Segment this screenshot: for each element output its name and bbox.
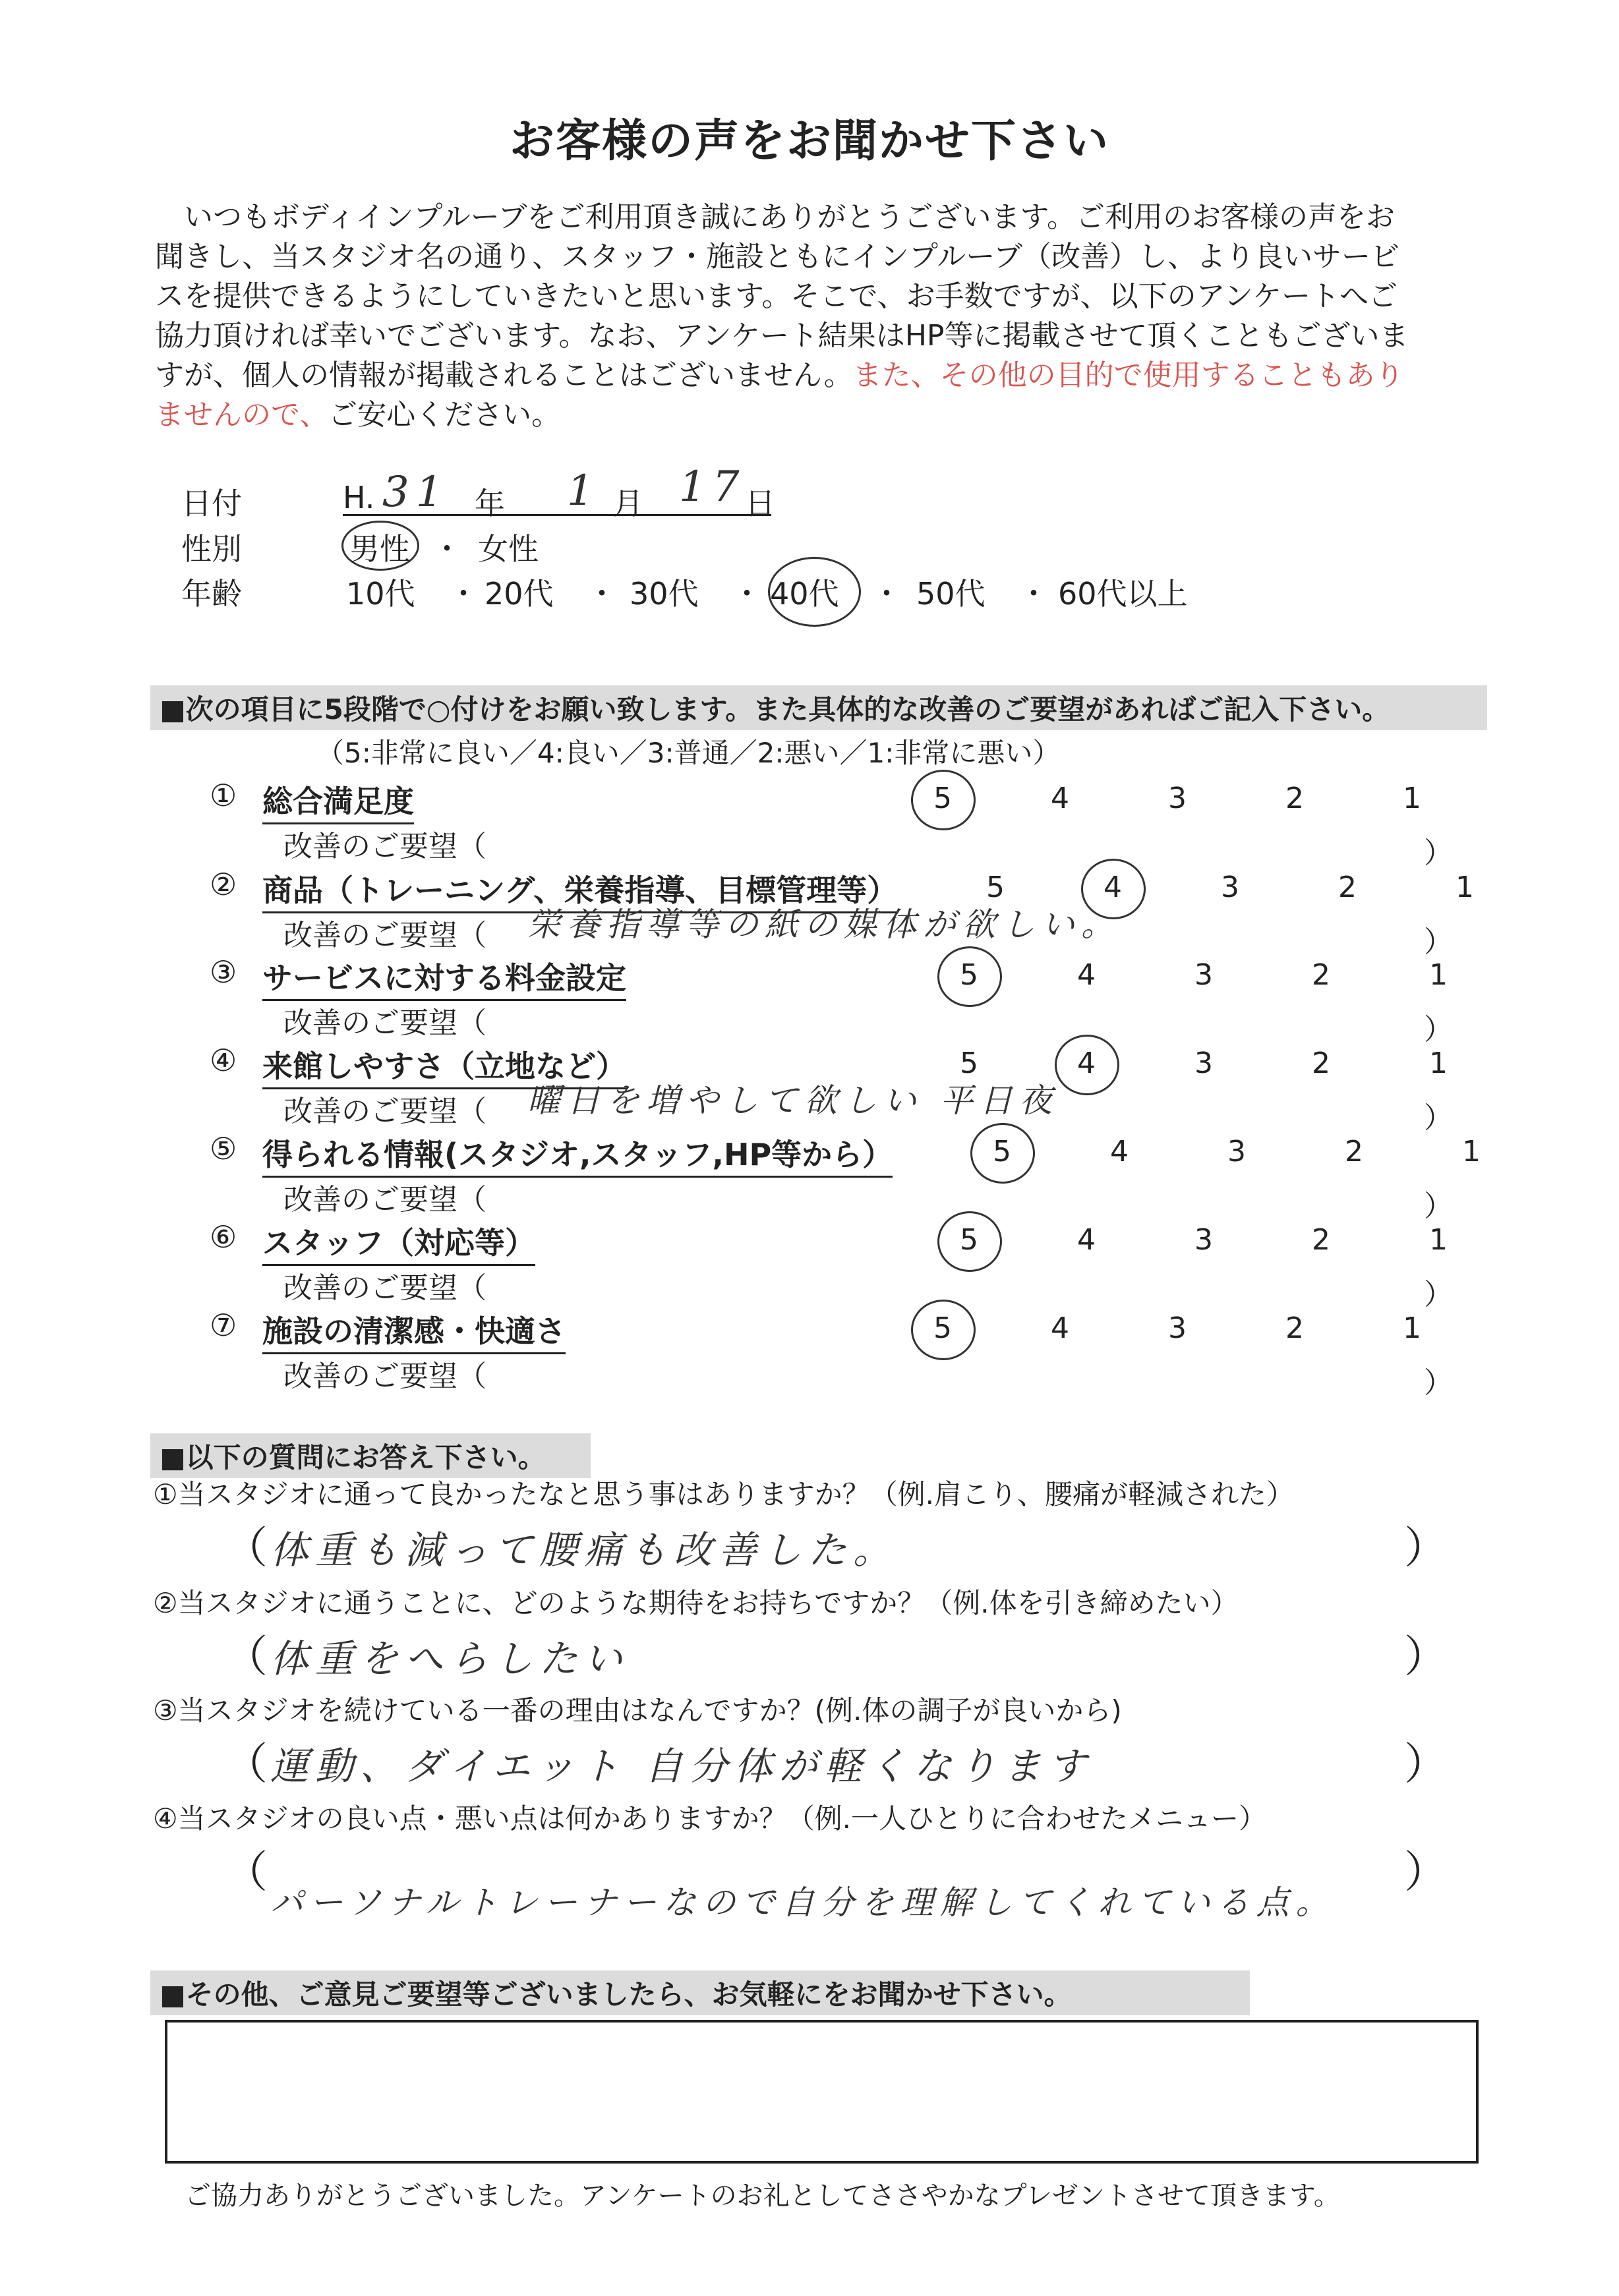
rating-item-title: 得られる情報(スタジオ,スタッフ,HP等から）	[262, 1131, 893, 1178]
selected-rating-circle	[937, 1211, 1002, 1272]
close-paren: ）	[1424, 836, 1453, 870]
rating-option-4[interactable]: 4	[1077, 958, 1096, 992]
rating-option-3[interactable]: 3	[1221, 871, 1239, 904]
selected-rating-circle	[1055, 1035, 1119, 1095]
rating-option-3[interactable]: 3	[1168, 782, 1187, 815]
rating-option-2[interactable]: 2	[1312, 958, 1330, 992]
page-title: お客様の声をお聞かせ下さい	[509, 115, 1109, 167]
age-option-40[interactable]: 40代	[770, 576, 839, 612]
rating-item-number: ⑤	[210, 1131, 237, 1166]
rating-item-title: 来館しやすさ（立地など）	[262, 1043, 626, 1089]
close-paren: ）	[1424, 1190, 1453, 1223]
footer-thanks: ご協力ありがとうございました。アンケートのお礼としてささやかなプレゼントさせて頂きます。	[185, 2181, 1340, 2211]
rating-item-title: 商品（トレーニング、栄養指導、目標管理等）	[262, 867, 897, 913]
rating-item-number: ④	[210, 1043, 237, 1078]
answer-text[interactable]: 体重も減って腰痛も改善した。	[270, 1528, 898, 1572]
improvement-request-label: 改善のご要望（	[283, 1006, 486, 1040]
close-paren: ）	[1424, 1101, 1453, 1135]
rating-option-1[interactable]: 1	[1429, 1047, 1448, 1080]
selected-rating-circle	[937, 946, 1002, 1007]
improvement-request-text[interactable]: 栄養指導等の紙の媒体が欲しい。	[527, 905, 1121, 944]
date-label: 日付	[181, 486, 242, 521]
rating-option-1[interactable]: 1	[1462, 1135, 1481, 1168]
rating-option-1[interactable]: 1	[1456, 871, 1474, 904]
rating-item-title: スタッフ（対応等）	[262, 1219, 535, 1266]
open-paren: （	[224, 1631, 268, 1682]
rating-option-1[interactable]: 1	[1429, 1223, 1448, 1257]
section-comments-header: ■その他、ご意見ご要望等ございましたら、お気軽にをお聞かせ下さい。	[150, 1970, 1250, 2015]
age-label: 年齢	[181, 576, 242, 612]
answer-text[interactable]: 運動、ダイエット 自分体が軽くなります	[270, 1744, 1093, 1789]
rating-option-5[interactable]: 5	[933, 782, 952, 815]
date-year-value: 31	[382, 468, 450, 517]
selected-rating-circle	[911, 770, 976, 830]
age-option-30[interactable]: 30代	[630, 576, 699, 612]
improvement-request-text[interactable]: 曜日を増やして欲しい 平日夜	[527, 1081, 1059, 1120]
open-paren: （	[224, 1847, 268, 1897]
improvement-request-label: 改善のご要望（	[283, 1360, 486, 1393]
rating-option-2[interactable]: 2	[1285, 1311, 1304, 1345]
rating-option-5[interactable]: 5	[993, 1135, 1011, 1168]
intro-line-4: 協力頂ければ幸いでございます。なお、アンケート結果はHP等に掲載させて頂くこともございま	[155, 319, 1409, 353]
rating-option-3[interactable]: 3	[1168, 1311, 1187, 1345]
gender-option-male[interactable]: 男性	[349, 531, 410, 567]
close-paren: ）	[1424, 1278, 1453, 1311]
age-option-50[interactable]: 50代	[916, 576, 986, 612]
question-text: ③当スタジオを続けている一番の理由はなんですか？(例.体の調子が良いから)	[153, 1694, 1122, 1727]
rating-item-title: 総合満足度	[262, 778, 414, 824]
rating-option-5[interactable]: 5	[933, 1311, 952, 1345]
rating-option-5[interactable]: 5	[960, 1047, 978, 1080]
intro-line-5: すが、個人の情報が掲載されることはございません。また、その他の目的で使用することもあり	[155, 359, 1404, 392]
rating-option-1[interactable]: 1	[1429, 958, 1448, 992]
close-paren: ）	[1404, 1738, 1448, 1789]
section-questions-header: ■以下の質問にお答え下さい。	[150, 1433, 591, 1478]
selected-rating-circle	[970, 1123, 1035, 1184]
improvement-request-label: 改善のご要望（	[283, 1183, 486, 1217]
question-text: ④当スタジオの良い点・悪い点は何かありますか？（例.一人ひとりに合わせたメニュー）	[153, 1802, 1267, 1835]
rating-option-2[interactable]: 2	[1312, 1047, 1330, 1080]
rating-option-4[interactable]: 4	[1104, 871, 1122, 904]
rating-option-3[interactable]: 3	[1194, 1047, 1213, 1080]
rating-option-3[interactable]: 3	[1227, 1135, 1246, 1168]
improvement-request-label: 改善のご要望（	[283, 830, 486, 863]
rating-option-1[interactable]: 1	[1403, 1311, 1421, 1345]
rating-option-2[interactable]: 2	[1338, 871, 1357, 904]
survey-page: お客様の声をお聞かせ下さい いつもボディインプルーブをご利用頂き誠にありがとうございます。ご利用のお客様の声をお 聞きし、当スタジオ名の通り、スタッフ・施設ともにインプルーブ（改善）し、より良いサービ スを提供できるようにしていきたいと思います。そこで、お手数ですが、以下のアンケートへご 協力頂ければ幸いでございます。なお、アンケート結果はHP等に掲載させて頂くこともございま すが、個人の情報が掲載されることはございません。また、その他の目的で使用することもあり ませんので、ご安心ください。 日付 H. 31 年 1 月 17 日 性別 男性 ・ 女性 年齢 10代 ・ 20代 ・ 30代 ・ 40代 ・ 50代 ・ 60代以上 ■次の項目に5段階で○付けをお願い致します。また具体的な改善のご要望があればご記入下さい。 （5:非常に良い／4:良い／3:普通／2:悪い／1:非常に悪い） ① 総合満足度 5 4 3 2 1 改善のご要望（ ） ② 商品（トレーニング、栄養指導、目標管理等） 5 4 3 2 1 改善のご要望（ 栄養指導等の紙の媒体が欲しい。 ） ③ サービスに対する料金設定 5 4 3 2 1 改善のご要望（ ） ④ 来館しやすさ（立地など） 5 4 3 2 1 改善のご要望（ 曜日を増やして欲しい 平日夜 ） ⑤ 得られる情報(スタジオ,スタッフ,HP等から） 5 4 3 2 1 改善のご要望（ ） ⑥ スタッフ（対応等） 5 4 3 2 1 改善のご要望（ ） ⑦ 施設の清潔感・快適さ 5 4 3 2 1 改善のご要望（ ） ■以下の質問にお答え下さい。 ①当スタジオに通って良かったなと思う事はありますか？（例.肩こり、腰痛が軽減された） （ 体重も減って腰痛も改善した。 ） ②当スタジオに通うことに、どのような期待をお持ちですか？（例.体を引き締めたい） （ 体重をへらしたい ） ③当スタジオを続けている一番の理由はなんですか？(例.体の調子が良いから) （ 運動、ダイエット 自分体が軽くなります ） ④当スタジオの良い点・悪い点は何かありますか？（例.一人ひとりに合わせたメニュー） （ パーソナルトレーナーなので自分を理解してくれている点。 ） ■その他、ご意見ご要望等ございましたら、お気軽にをお聞かせ下さい。 ご協力ありがとうございました。アンケートのお礼としてささやかなプレゼントさせて頂きます。	[0, 0, 1619, 2296]
close-paren: ）	[1404, 1631, 1448, 1682]
rating-item-title: 施設の清潔感・快適さ	[262, 1307, 566, 1354]
gender-option-female[interactable]: 女性	[478, 531, 539, 567]
rating-item-number: ③	[210, 954, 237, 990]
rating-item-number: ⑥	[210, 1219, 237, 1255]
comment-box[interactable]	[165, 2020, 1479, 2164]
rating-option-5[interactable]: 5	[986, 871, 1005, 904]
question-text: ①当スタジオに通って良かったなと思う事はありますか？（例.肩こり、腰痛が軽減された）	[153, 1478, 1295, 1510]
intro-text	[155, 198, 1493, 435]
selected-rating-circle	[911, 1300, 976, 1360]
answer-text[interactable]: 体重をへらしたい	[270, 1636, 630, 1681]
rating-option-2[interactable]: 2	[1345, 1135, 1363, 1168]
rating-option-2[interactable]: 2	[1285, 782, 1304, 815]
age-option-10[interactable]: 10代	[346, 576, 415, 612]
rating-option-3[interactable]: 3	[1194, 958, 1213, 992]
intro-line-3: スを提供できるようにしていきたいと思います。そこで、お手数ですが、以下のアンケートへご	[155, 279, 1398, 313]
intro-line-1: いつもボディインプルーブをご利用頂き誠にありがとうございます。ご利用のお客様の声をお	[184, 200, 1395, 234]
rating-option-5[interactable]: 5	[960, 1223, 978, 1257]
rating-item-title: サービスに対する料金設定	[262, 954, 626, 1001]
gender-label: 性別	[181, 531, 242, 567]
rating-option-3[interactable]: 3	[1194, 1223, 1213, 1257]
rating-option-4[interactable]: 4	[1110, 1135, 1129, 1168]
rating-legend: （5:非常に良い／4:良い／3:普通／2:悪い／1:非常に悪い）	[316, 737, 1061, 769]
rating-item-number: ⑦	[210, 1307, 237, 1343]
date-field[interactable]: H. 31 年 1 月 17 日	[343, 463, 775, 521]
rating-option-5[interactable]: 5	[960, 958, 978, 992]
improvement-request-label: 改善のご要望（	[283, 1271, 486, 1305]
rating-option-4[interactable]: 4	[1077, 1223, 1096, 1257]
close-paren: ）	[1424, 1366, 1453, 1400]
date-month-value: 1	[567, 467, 601, 515]
open-paren: （	[224, 1738, 268, 1789]
close-paren: ）	[1424, 1013, 1453, 1047]
rating-option-2[interactable]: 2	[1312, 1223, 1330, 1257]
intro-line-6: ませんので、ご安心ください。	[155, 398, 561, 432]
rating-option-4[interactable]: 4	[1051, 1311, 1069, 1345]
improvement-request-label: 改善のご要望（	[283, 919, 486, 952]
rating-option-4[interactable]: 4	[1051, 782, 1069, 815]
improvement-request-label: 改善のご要望（	[283, 1095, 486, 1128]
privacy-note-red: また、その他の目的で使用することもあり	[852, 359, 1404, 392]
age-option-60plus[interactable]: 60代以上	[1058, 576, 1188, 612]
close-paren: ）	[1424, 925, 1453, 959]
rating-option-1[interactable]: 1	[1403, 782, 1421, 815]
date-day-value: 17	[679, 463, 746, 511]
question-text: ②当スタジオに通うことに、どのような期待をお持ちですか？（例.体を引き締めたい）	[153, 1587, 1239, 1619]
rating-item-number: ①	[210, 778, 237, 813]
age-option-20[interactable]: 20代	[485, 576, 554, 612]
rating-option-4[interactable]: 4	[1077, 1047, 1096, 1080]
close-paren: ）	[1404, 1522, 1448, 1573]
rating-item-number: ②	[210, 867, 237, 902]
close-paren: ）	[1404, 1847, 1448, 1897]
answer-text[interactable]: パーソナルトレーナーなので自分を理解してくれている点。	[270, 1883, 1336, 1922]
open-paren: （	[224, 1522, 268, 1573]
section-rating-header: ■次の項目に5段階で○付けをお願い致します。また具体的な改善のご要望があればご記入下さい。	[150, 685, 1487, 730]
intro-line-2: 聞きし、当スタジオ名の通り、スタッフ・施設ともにインプルーブ（改善）し、より良いサービ	[155, 240, 1400, 273]
